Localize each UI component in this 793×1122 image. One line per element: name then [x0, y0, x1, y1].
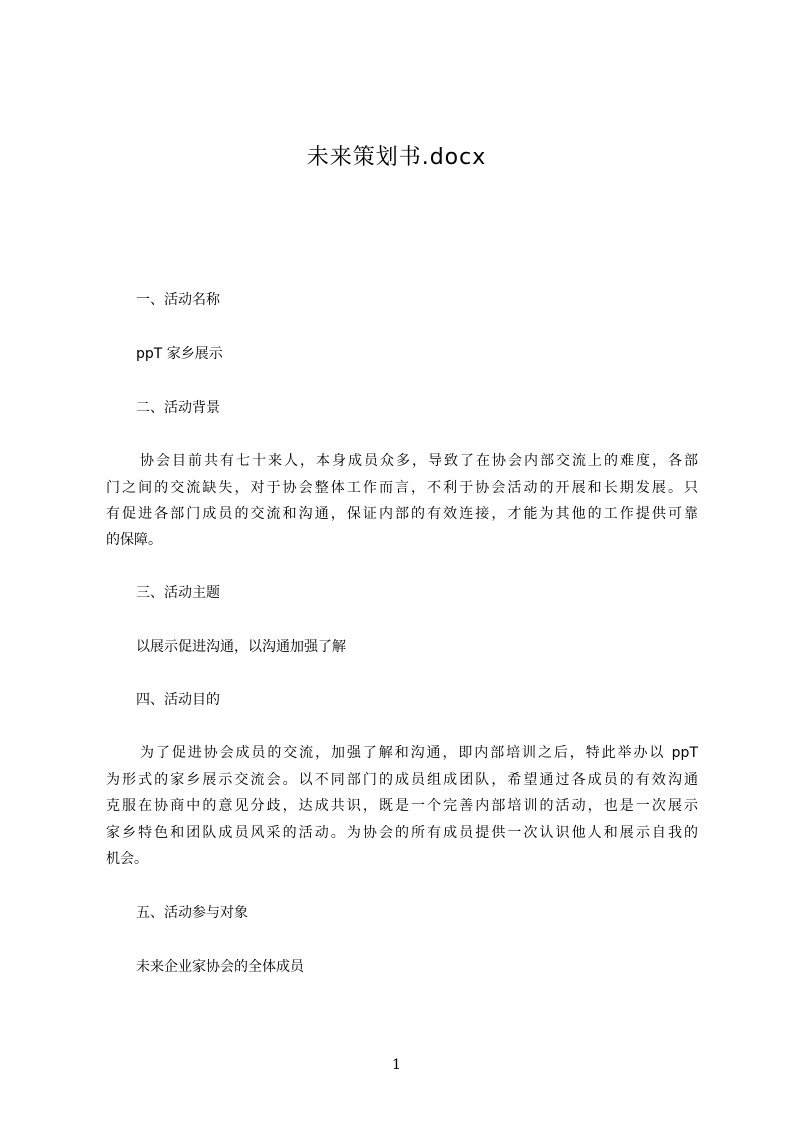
background-paragraph-line: 协会目前共有七十来人，本身成员众多，导致了在协会内部交流上的难度，各部	[140, 453, 698, 469]
background-paragraph-line: 有促进各部门成员的交流和沟通，保证内部的有效连接，才能为其他的工作提供可靠	[106, 506, 698, 522]
purpose-paragraph-line: 克服在协商中的意见分歧，达成共识，既是一个完善内部培训的活动，也是一次展示	[106, 798, 698, 814]
purpose-paragraph-line: 家乡特色和团队成员风采的活动。为协会的所有成员提供一次认识他人和展示自我的	[106, 825, 698, 841]
purpose-paragraph-line: 机会。	[106, 851, 148, 867]
background-paragraph-line: 的保障。	[106, 532, 162, 548]
section-heading-theme: 三、活动主题	[136, 585, 220, 601]
activity-name-text: ppT 家乡展示	[136, 346, 223, 362]
theme-text: 以展示促进沟通，以沟通加强了解	[136, 639, 346, 655]
section-heading-participants: 五、活动参与对象	[136, 905, 248, 921]
page-number: 1	[392, 1057, 401, 1073]
document-title: 未来策划书.docx	[306, 145, 487, 170]
section-heading-purpose: 四、活动目的	[136, 692, 220, 708]
section-heading-activity-name: 一、活动名称	[136, 292, 220, 308]
background-paragraph-line: 门之间的交流缺失，对于协会整体工作而言，不利于协会活动的开展和长期发展。只	[106, 480, 698, 496]
participants-text: 未来企业家协会的全体成员	[136, 959, 304, 975]
section-heading-background: 二、活动背景	[136, 400, 220, 416]
purpose-paragraph-line: 为形式的家乡展示交流会。以不同部门的成员组成团队，希望通过各成员的有效沟通	[106, 772, 698, 788]
purpose-paragraph-line: 为了促进协会成员的交流，加强了解和沟通，即内部培训之后，特此举办以 ppT	[140, 745, 698, 761]
